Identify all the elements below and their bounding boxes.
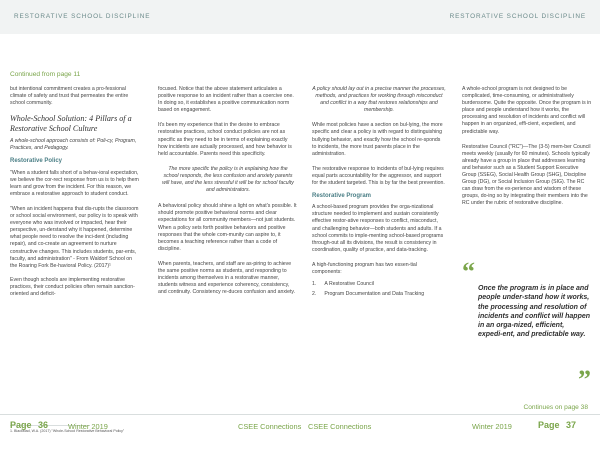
col1-paragraph-4: "When an incident happens that dis-rupts the classroom or school social environment, our policy is to speak with everyone who was involved or impacted, hear their perspective, un-derstand why it happened, determine what people need to resolve the inci-dent (including repair), and co-create an agreement to nurture constructive changes. This includes students, par-ents, faculty, and administration" - From Waldorf School on the Roaring Fork Be-havioral Policy. (2017)¹	[10, 205, 139, 269]
left-page-label: Page	[10, 420, 32, 430]
col2-paragraph-2: It's been my experience that in the desire to embrace restorative practices, school conduct policies are not as specific as they need to be in terms of explaining exactly how incidents are actually processed, and how behavior is held accountable. Parents need this specificity.	[158, 122, 292, 157]
list-item-number: 2.	[312, 291, 317, 298]
column-2	[158, 86, 298, 296]
col3-paragraph-2: The restorative response to incidents of bul-lying requires equal parts accountability for the aggressor, and support for the student targeted. This is by far the best prevention.	[312, 165, 445, 187]
continued-from-label: Continued from page 11	[10, 71, 81, 78]
footer-rule	[0, 414, 600, 415]
right-page-label: Page	[538, 420, 560, 430]
col3-paragraph-1: While most policies have a section on bul-lying, the more specific and clear a policy is with regard to distinguishing bullying behavior, and exactly how the school re-sponds to incidents, the more trust parents place in the administration.	[312, 122, 443, 157]
header-right-label: RESTORATIVE SCHOOL DISCIPLINE	[449, 13, 586, 20]
list-item	[312, 281, 446, 288]
column-3	[312, 86, 446, 298]
list-item-text: Program Documentation and Data Tracking	[324, 291, 425, 298]
list-item-text: A Restorative Council	[324, 281, 374, 288]
component-list	[312, 281, 446, 298]
col1-paragraph-5: Even though schools are implementing restorative practices, their conduct policies often remain sanction-oriented and deficit-	[10, 276, 135, 297]
col2-pull-quote: The more specific the policy is in explaining how the school responds, the less confusion and anxiety parents will have, and the less stressful it will be for school faculty and administrators.	[162, 165, 294, 194]
article-subheading: Whole-School Solution: 4 Pillars of a Restorative School Culture	[10, 114, 132, 133]
col2-paragraph-1: focused. Notice that the above statement articulates a positive response to an incident rather than a coercive one. In doing so, it establishes a positive communication norm based on engagement.	[158, 86, 294, 114]
col3-paragraph-4: A high-functioning program has two essen-tial components:	[312, 261, 417, 275]
close-quote-mark: ”	[578, 365, 591, 394]
right-page-number: 37	[566, 420, 577, 430]
section-heading-policy: Restorative Policy	[10, 158, 63, 165]
column-1	[10, 86, 140, 298]
col2-paragraph-3: A behavioral policy should shine a light on what's possible. It should promote positive behavioral norms and clear expectations for all community members—not just students. When a policy sets forth positive behaviors and positive responses that the whole com-munity can aspire to, it becomes a teaching reference rather than a code of discipline.	[158, 203, 297, 252]
right-publication: CSEE Connections	[308, 422, 372, 431]
list-item-number: 1.	[312, 281, 317, 288]
footnote: 1. Blackstad, W.A. (2017) "Whole-School Restorative Behavioral Policy"	[10, 429, 125, 433]
column-4	[462, 86, 592, 208]
col1-paragraph-2-text: A whole-school approach consists of: Poli-cy, Program, Practices, and Pedagogy.	[10, 138, 137, 152]
col1-paragraph-3: "When a student falls short of a behav-ioral expectation, we believe the cor-rect response from us is to help them learn and grow from the incident. For this reason, we embrace a restorative approach to student conduct.	[10, 169, 139, 197]
continues-on-label: Continues on page 38	[523, 404, 588, 411]
section-heading-program: Restorative Program	[312, 193, 372, 200]
open-quote-mark: “	[462, 257, 475, 286]
header-left-label: RESTORATIVE SCHOOL DISCIPLINE	[14, 13, 151, 20]
col4-paragraph-1: A whole-school program is not designed to be complicated, time-consuming, or administratively burdensome. Quite the opposite. Once the program is in place and people understand how it works, the processing and resolution of incidents and conflict will happen in an organized, effi-cient, expedient, and predictable way.	[462, 86, 592, 135]
left-page-number: 36	[38, 420, 49, 430]
col3-paragraph-3: A school-based program provides the orga-nizational structure needed to implement and sustain consistently effective restor-ative responses to conflict, misconduct, and challenging behavior—both students and adults. If a school commits to imple-menting school-based programs through-out all its divisions, the result is consistency in coordination, quality of practice, and data-tracking.	[312, 204, 444, 253]
col1-paragraph-2	[10, 138, 140, 152]
col4-paragraph-2: Restorative Council ("RC")—The (3-5) mem-ber Council meets weekly (usually for 60 minutes). Schools typically already have a group in place that addresses learning and behavior such as a Student Support Executive Group (SSEG), Social Health Group (SHG), Discipline Group (DG), or Social Inclusion Group (SIG). The RC can draw from the ex-perience and wisdom of these groups, do-ing so by integrating their members into the RC under the rubric of restorative discipline.	[462, 143, 591, 207]
left-issue: Winter 2019	[68, 422, 108, 431]
col2-paragraph-4: When parents, teachers, and staff are as-piring to achieve the same positive norms as students, and responding to incidents among themselves in a restorative manner, students witness and experience coherency, consistency, and continuity. Consistency re-duces confusion and anxiety.	[158, 260, 296, 296]
pull-quote: Once the program is in place and people under-stand how it works, the processing and resolution of incidents and conflict will happen in an orga-nized, efficient, expedi-ent, and predictable way.	[478, 285, 591, 339]
right-issue: Winter 2019	[472, 422, 512, 431]
left-publication: CSEE Connections	[238, 422, 302, 431]
list-item	[312, 291, 446, 298]
col1-paragraph-1: but intentional commitment creates a pro-fessional climate of safety and trust that permeates the entire school community.	[10, 86, 129, 107]
page-footer	[10, 420, 590, 434]
col3-pull-quote: A policy should lay out in a precise manner the processes, methods, and practices for working through misconduct and conflict in a way that restores relationships and membership.	[312, 86, 446, 114]
